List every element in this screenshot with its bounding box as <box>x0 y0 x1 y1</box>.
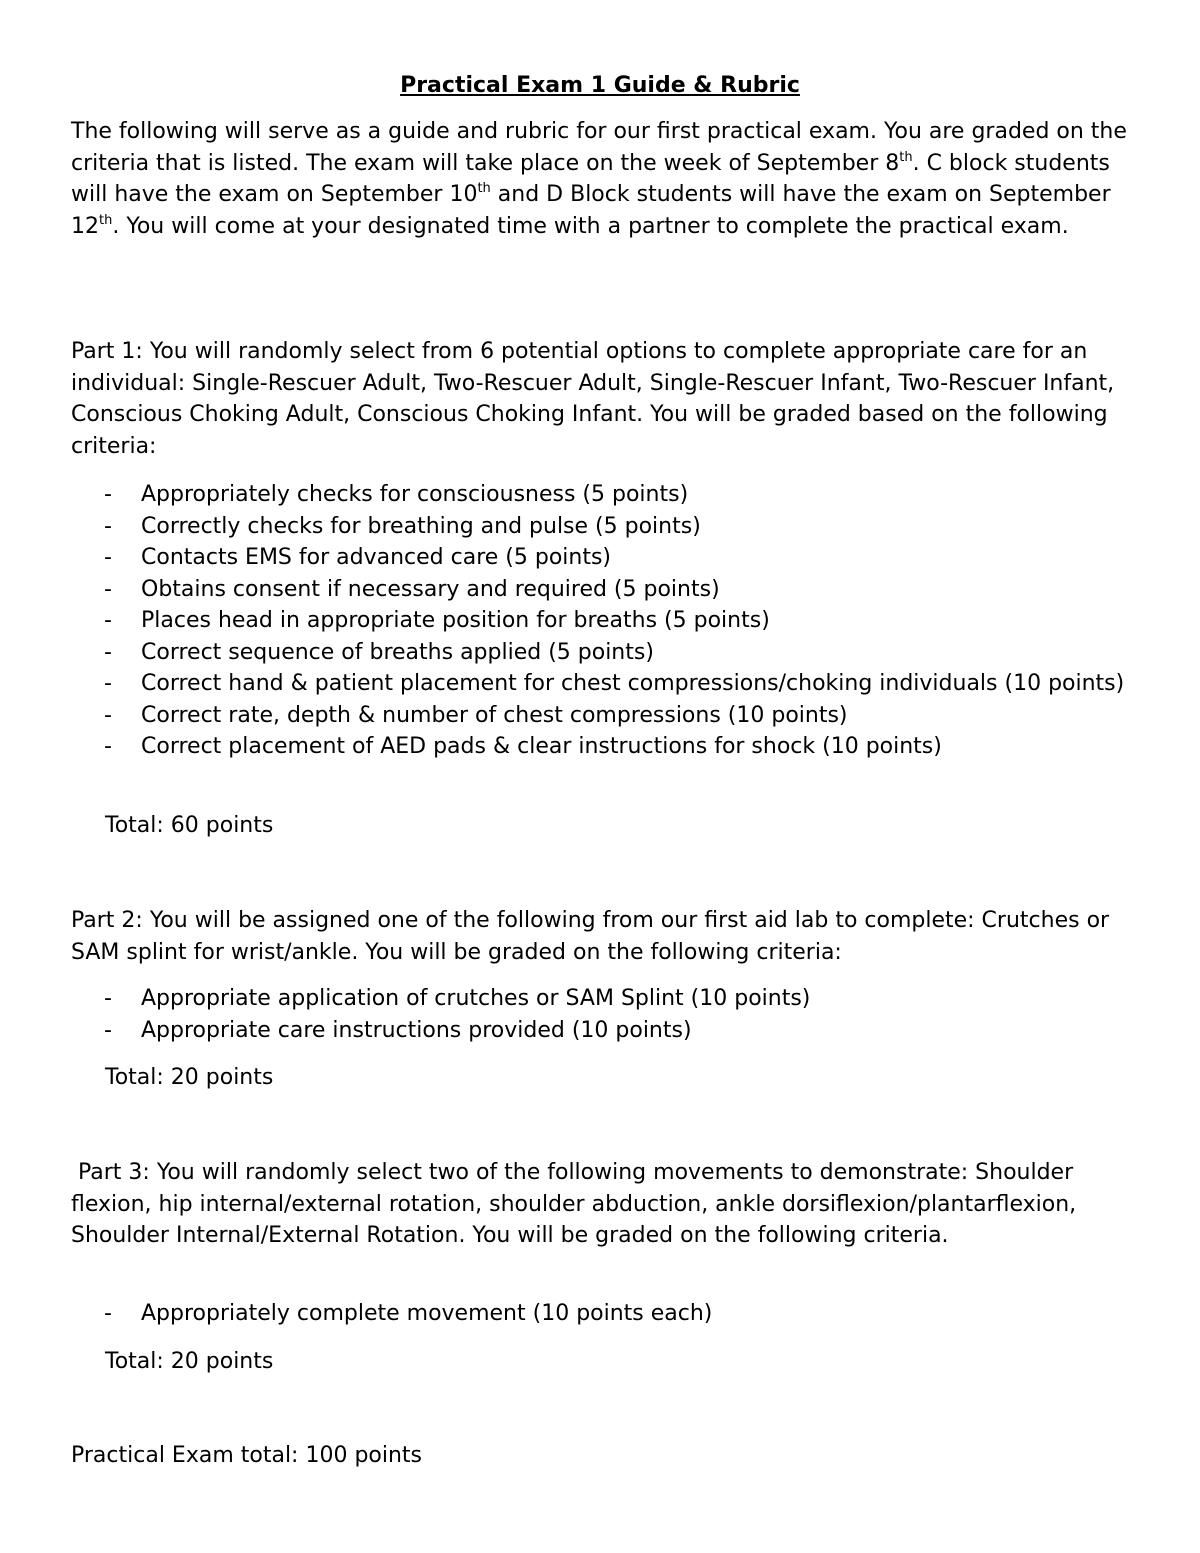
bullet-dash: - <box>104 482 112 507</box>
criterion-text: Obtains consent if necessary and required (5 points) <box>141 576 720 602</box>
intro-text-1: The following will serve as a guide and rubric for our first practical exam. You are graded on the criteria that is listed. The exam will take place on the week of September 8 <box>71 119 1127 176</box>
part2-total: Total: 20 points <box>105 1065 274 1090</box>
criterion-text: Contacts EMS for advanced care (5 points) <box>141 545 612 570</box>
part3-description: Part 3: You will randomly select two of the following movements to demonstrate: Shoulder flexion, hip internal/external rotation, shoulder abduction, ankle dorsiflexion/plantarflexion, Shoulder Internal/External Rotation. You will be graded on the following criteria. <box>71 1160 1084 1248</box>
criterion-text: Correctly checks for breathing and pulse (5 points) <box>141 513 701 539</box>
list-item <box>104 574 1134 606</box>
criterion-text: Appropriate application of crutches or SAM Splint (10 points) <box>141 986 811 1011</box>
list-item <box>104 668 1134 700</box>
bullet-dash: - <box>104 1017 112 1043</box>
criterion-text: Correct sequence of breaths applied (5 points) <box>141 639 654 665</box>
list-item <box>104 511 1134 543</box>
criterion-text: Correct rate, depth & number of chest compressions (10 points) <box>141 702 848 728</box>
bullet-dash: - <box>104 639 112 665</box>
criterion-text: Correct hand & patient placement for chest compressions/choking individuals (10 points) <box>141 671 1125 696</box>
part2-description: Part 2: You will be assigned one of the following from our first aid lab to complete: Crutches or SAM splint for wrist/ankle. You will be graded on the following criteria: <box>71 908 1110 965</box>
intro-text-4: . You will come at your designated time with a partner to complete the practical exam. <box>112 213 1069 239</box>
list-item <box>104 731 1134 763</box>
bullet-dash: - <box>104 513 112 539</box>
bullet-dash: - <box>104 545 112 570</box>
criterion-text: Appropriately complete movement (10 points each) <box>141 1301 713 1326</box>
part1-description: Part 1: You will randomly select from 6 potential options to complete appropriate care for an individual: Single-Rescuer Adult, Two-Rescuer Adult, Single-Rescuer Infant, Two-Rescuer Infant, Conscious Choking Adult, Conscious Choking Infant. You will be graded based on the following criteria: <box>71 339 1115 459</box>
bullet-dash: - <box>104 702 112 728</box>
bullet-dash: - <box>104 1301 112 1326</box>
part1-total: Total: 60 points <box>105 813 274 838</box>
part2-criteria-list <box>104 983 1134 1046</box>
criterion-text: Appropriately checks for consciousness (5 points) <box>141 482 689 507</box>
criterion-text: Places head in appropriate position for breaths (5 points) <box>141 608 770 633</box>
part3-total: Total: 20 points <box>105 1349 274 1374</box>
list-item <box>104 983 1134 1015</box>
list-item <box>104 700 1134 732</box>
list-item <box>104 637 1134 669</box>
part3-criteria-list <box>104 1298 1134 1330</box>
intro-paragraph <box>71 116 1131 242</box>
list-item <box>104 605 1134 637</box>
list-item <box>104 1015 1134 1047</box>
grand-total: Practical Exam total: 100 points <box>71 1443 423 1468</box>
ordinal-suffix: th <box>477 181 491 196</box>
intro-text-2: . C block students will have the exam on September 10 <box>71 150 1110 207</box>
intro-text-3: and D Block students will have the exam on September 12 <box>71 182 1111 239</box>
bullet-dash: - <box>104 671 112 696</box>
list-item <box>104 1298 1134 1330</box>
bullet-dash: - <box>104 734 112 759</box>
bullet-dash: - <box>104 986 112 1011</box>
bullet-dash: - <box>104 576 112 602</box>
document-title: Practical Exam 1 Guide & Rubric <box>400 73 800 98</box>
list-item <box>104 479 1134 511</box>
list-item <box>104 542 1134 574</box>
ordinal-suffix: th <box>899 149 913 165</box>
bullet-dash: - <box>104 608 112 633</box>
criterion-text: Appropriate care instructions provided (10 points) <box>141 1017 692 1043</box>
criterion-text: Correct placement of AED pads & clear instructions for shock (10 points) <box>141 734 942 759</box>
ordinal-suffix: th <box>99 212 113 228</box>
part1-criteria-list <box>104 479 1134 763</box>
